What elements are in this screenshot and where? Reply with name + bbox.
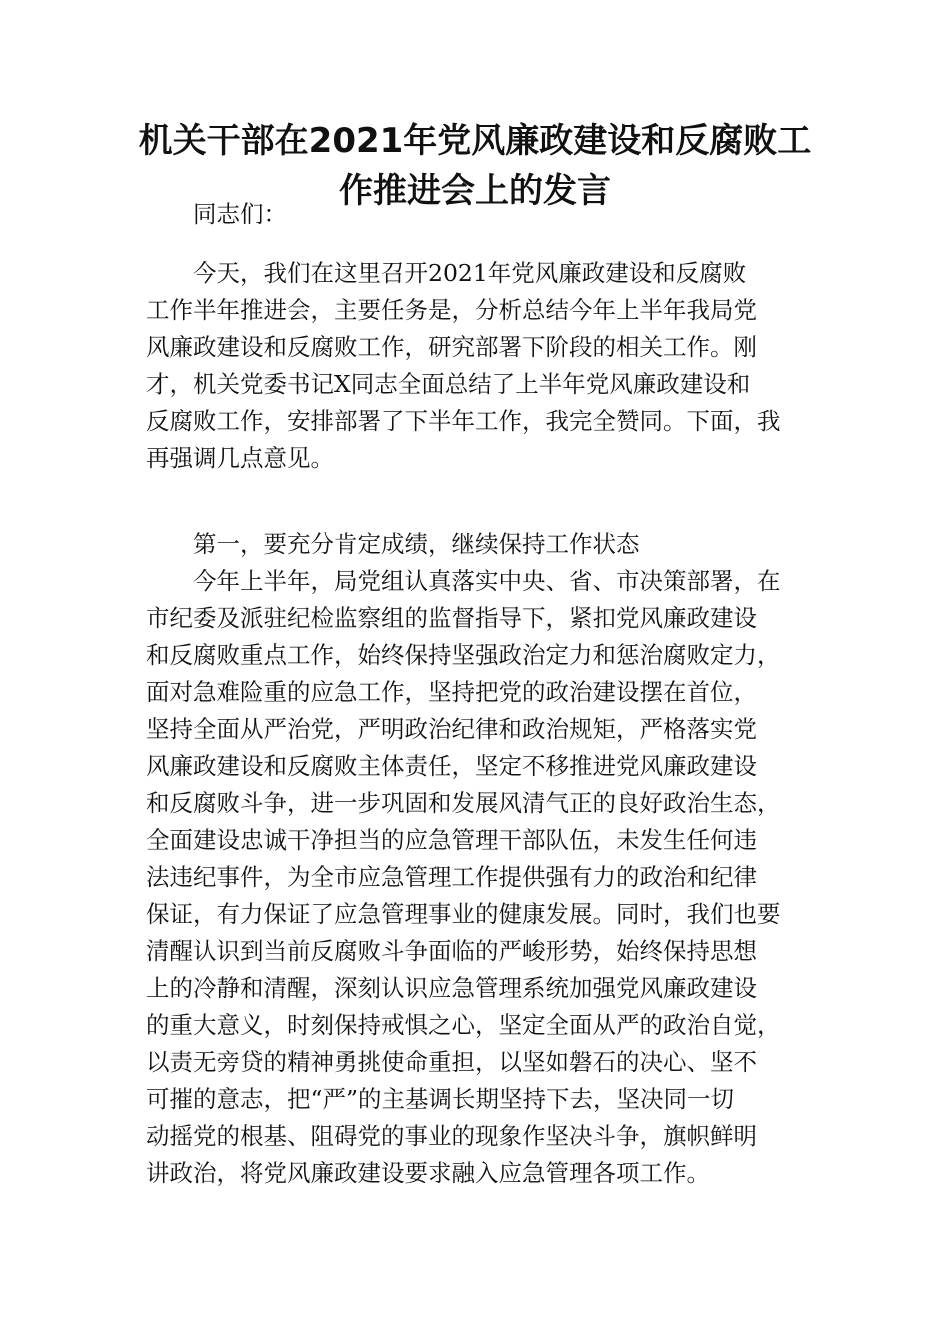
section-1-line: 坚持全面从严治党，严明政治纪律和政治规矩，严格落实党 — [146, 715, 757, 743]
salutation-text: 同志们： — [193, 200, 287, 228]
intro-line: 工作半年推进会，主要任务是，分析总结今年上半年我局党 — [146, 296, 757, 324]
section-1-line: 风廉政建设和反腐败主体责任，坚定不移推进党风廉政建设 — [146, 752, 757, 780]
intro-line: 风廉政建设和反腐败工作，研究部署下阶段的相关工作。刚 — [146, 333, 757, 361]
section-1-line: 动摇党的根基、阻碍党的事业的现象作坚决斗争，旗帜鲜明 — [146, 1122, 757, 1150]
section-1-line: 法违纪事件，为全市应急管理工作提供强有力的政治和纪律 — [146, 863, 757, 891]
section-1-line: 上的冷静和清醒，深刻认识应急管理系统加强党风廉政建设 — [146, 974, 757, 1002]
document-title-line-2: 作推进会上的发言 — [339, 171, 611, 211]
section-1-line: 清醒认识到当前反腐败斗争面临的严峻形势，始终保持思想 — [146, 937, 757, 965]
section-1-line: 全面建设忠诚干净担当的应急管理干部队伍，未发生任何违 — [146, 826, 757, 854]
salutation — [146, 196, 826, 233]
document-title-line-1: 机关干部在2021年党风廉政建设和反腐败工 — [138, 121, 812, 161]
section-1-line: 市纪委及派驻纪检监察组的监督指导下，紧扣党风廉政建设 — [146, 604, 757, 632]
section-1-line: 保证，有力保证了应急管理事业的健康发展。同时，我们也要 — [146, 900, 781, 928]
intro-line: 今天，我们在这里召开2021年党风廉政建设和反腐败 — [193, 259, 747, 287]
intro-line: 再强调几点意见。 — [146, 444, 334, 472]
intro-line: 才，机关党委书记X同志全面总结了上半年党风廉政建设和 — [146, 370, 751, 398]
section-1-line: 可摧的意志，把“严”的主基调长期坚持下去，坚决同一切 — [146, 1085, 735, 1113]
section-1-heading — [146, 526, 826, 563]
section-1-line: 和反腐败重点工作，始终保持坚强政治定力和惩治腐败定力， — [146, 641, 781, 669]
intro-paragraph — [146, 255, 826, 477]
section-1-line: 的重大意义，时刻保持戒惧之心，坚定全面从严的政治自觉， — [146, 1011, 781, 1039]
section-1-line: 以责无旁贷的精神勇挑使命重担，以坚如磐石的决心、坚不 — [146, 1048, 757, 1076]
section-1-line: 面对急难险重的应急工作，坚持把党的政治建设摆在首位， — [146, 678, 757, 706]
section-1-line: 今年上半年，局党组认真落实中央、省、市决策部署，在 — [193, 567, 781, 595]
section-1-heading-text: 第一，要充分肯定成绩，继续保持工作状态 — [193, 530, 640, 558]
section-1-line: 讲政治，将党风廉政建设要求融入应急管理各项工作。 — [146, 1159, 710, 1187]
intro-line: 反腐败工作，安排部署了下半年工作，我完全赞同。下面，我 — [146, 407, 781, 435]
section-1-line: 和反腐败斗争，进一步巩固和发展风清气正的良好政治生态， — [146, 789, 781, 817]
section-1-paragraph — [146, 563, 826, 1192]
